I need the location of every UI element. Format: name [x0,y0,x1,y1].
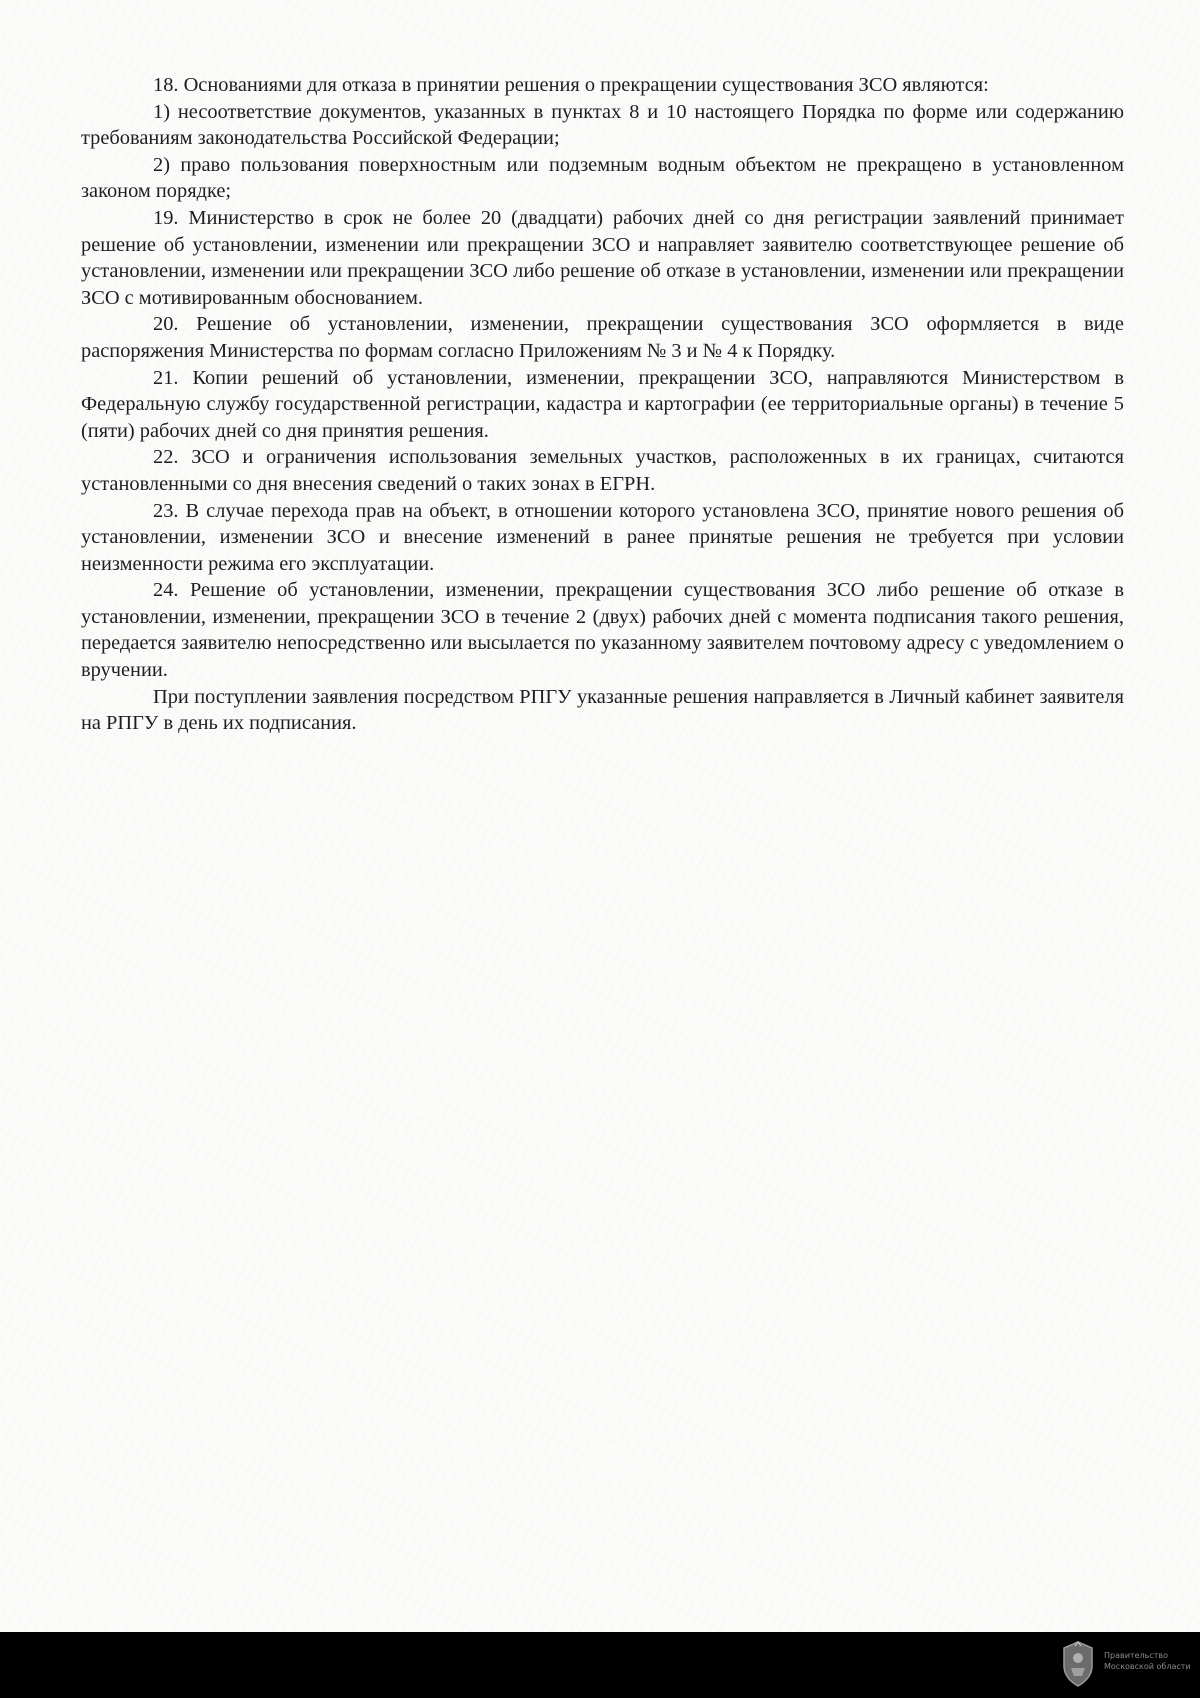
paragraph-24: 24. Решение об установлении, изменении, прекращении существования ЗСО либо решение об отказе в установлении, изменении, прекращении ЗСО в течение 2 (двух) рабочих дней с момента подписания такого решения, передается заявителю непосредственно или высылается по указанному заявителем почтовому адресу с уведомлением о вручении. [81,579,1124,682]
paragraph-18: 18. Основаниями для отказа в принятии решения о прекращении существования ЗСО являются: [153,74,989,96]
paragraph-22: 22. ЗСО и ограничения использования земельных участков, расположенных в их границах, считаются установленными со дня внесения сведений о таких зонах в ЕГРН. [81,446,1124,495]
paragraph-18-item-2: 2) право пользования поверхностным или подземным водным объектом не прекращено в установленном законом порядке; [81,153,1124,203]
paragraph-rpgu: При поступлении заявления посредством РПГУ указанные решения направляется в Личный кабинет заявителя на РПГУ в день их подписания. [81,685,1124,735]
seal-caption-line-1: Правительство [1104,1651,1168,1660]
document-body [81,72,1124,737]
paragraph-19: 19. Министерство в срок не более 20 (двадцати) рабочих дней со дня регистрации заявлений принимает решение об установлении, изменении или прекращении ЗСО и направляет заявителю соответствующее решение об установлении, изменении или прекращении ЗСО либо решение об отказе в установлении, изменении или прекращении ЗСО с мотивированным обоснованием. [81,206,1124,309]
seal-caption [1104,1650,1194,1672]
paragraph-23: 23. В случае перехода прав на объект, в отношении которого установлена ЗСО, принятие нового решения об установлении, изменении ЗСО и внесение изменений в ранее принятые решения не требуется при условии неизменности режима его эксплуатации. [81,499,1124,575]
footer-bar [0,1632,1200,1698]
paragraph-20: 20. Решение об установлении, изменении, прекращении существования ЗСО оформляется в виде распоряжения Министерства по формам согласно Приложениям № 3 и № 4 к Порядку. [81,313,1124,362]
seal-caption-line-2: Московской области [1104,1662,1191,1671]
paragraph-21: 21. Копии решений об установлении, изменении, прекращении ЗСО, направляются Министерством в Федеральную службу государственной регистрации, кадастра и картографии (ее территориальные органы) в течение 5 (пяти) рабочих дней со дня принятия решения. [81,366,1124,442]
paragraph-18-item-1: 1) несоответствие документов, указанных в пунктах 8 и 10 настоящего Порядка по форме или содержанию требованиям законодательства Российской Федерации; [81,100,1124,150]
coat-of-arms-icon [1058,1640,1098,1688]
